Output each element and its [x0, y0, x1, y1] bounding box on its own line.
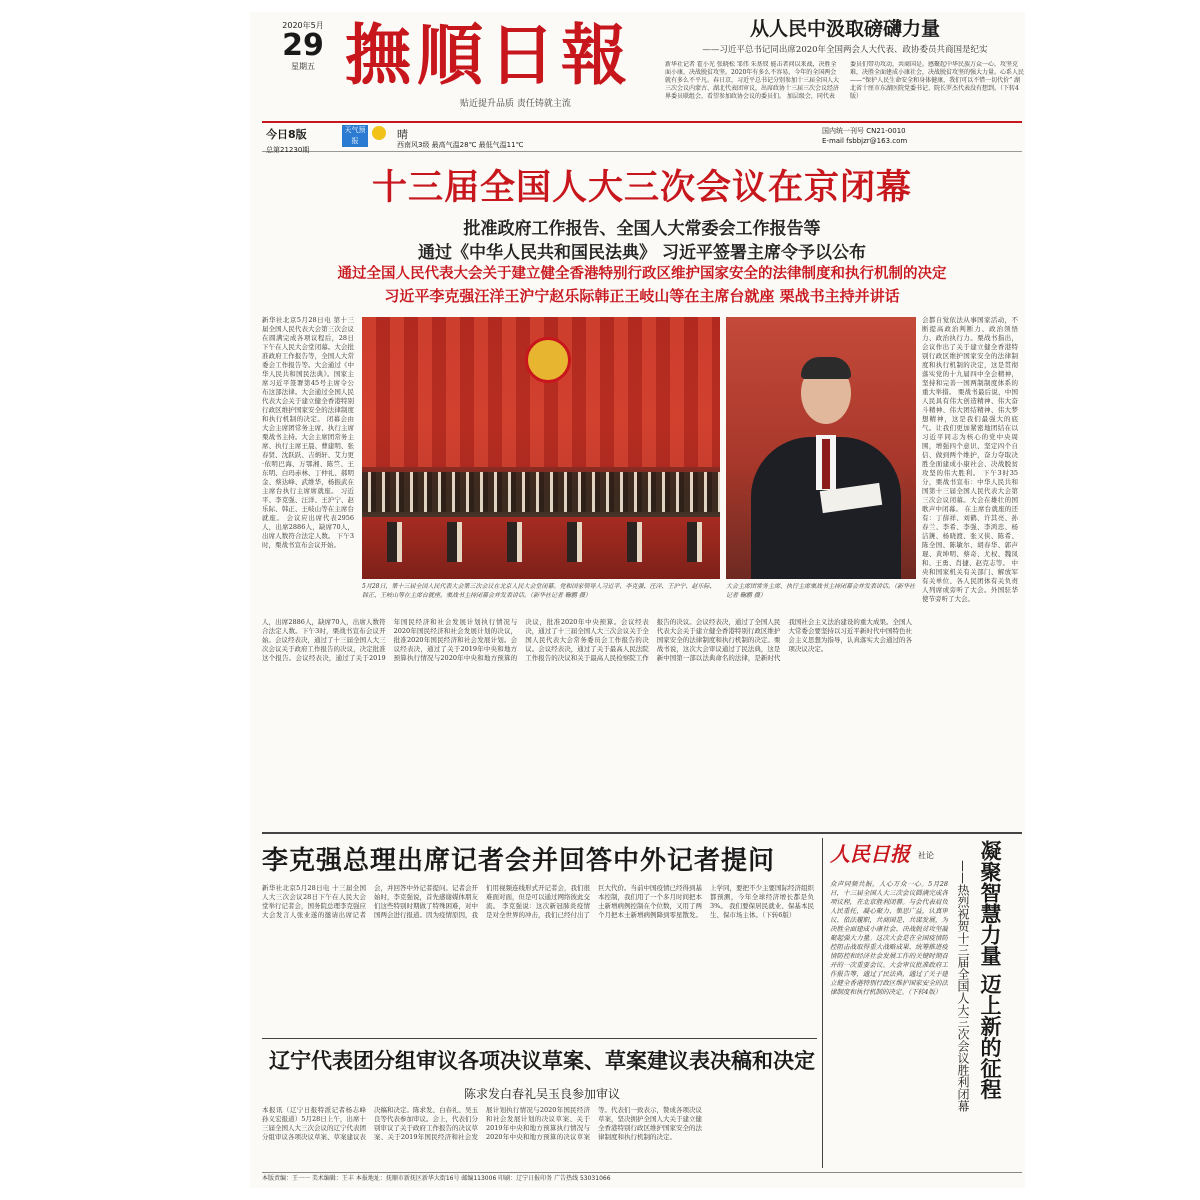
leaders-row — [362, 522, 720, 562]
page-count — [266, 126, 309, 155]
story3-subhead: 陈求发白春礼吴玉良参加审议 — [463, 1087, 620, 1101]
cn-number: 国内统一刊号 CN21-0010 — [822, 127, 906, 135]
story3-headline: 辽宁代表团分组审议各项决议草案、草案建议表决稿和决定 — [269, 1048, 815, 1073]
story2-headline: 李克强总理出席记者会并回答中外记者提问 — [262, 846, 776, 876]
subheadline-3: 通过全国人民代表大会关于建立健全香港特别行政区维护国家安全的法律制度和执行机制的决定 — [337, 266, 947, 282]
top-news-headline: 从人民中汲取磅礴力量 — [749, 18, 940, 40]
photo-caption-1: 5月28日，第十三届全国人民代表大会第三次会议在北京人民大会堂闭幕。党和国家领导人习近平、李克强、汪洋、王沪宁、赵乐际、韩正、王岐山等在主席台就座。栗战书主持闭幕会并发表讲话。（新华社记者 鞠鹏 摄） — [362, 583, 716, 599]
national-emblem-icon — [525, 337, 571, 383]
audience-rows — [362, 472, 720, 512]
editorial-subtitle: ——热烈祝贺十三届全国人大三次会议胜利闭幕 — [956, 860, 970, 1112]
editorial-divider — [822, 838, 823, 1168]
assembly-hall-photo — [362, 317, 720, 579]
story3-body: 本报讯（辽宁日报特派记者杨志峰 孙义宏报道）5月28日上午，出席十三届全国人大三次会议的辽宁代表团分组审议各项决议草案、草案建议表决稿和决定。陈求发、白春礼、吴玉良等代表参加审议。会上，代表们分别审议了关于政府工作报告的决议草案、关于2019年国民经济和社会发展计划执行情况与2020年国民经济和社会发展计划的决议草案、关于2019年中央和地方预算执行情况与2020年中央和地方预算的决议草案等。代表们一致表示，赞成各项决议草案，坚决拥护全国人大关于建立健全香港特别行政区维护国家安全的法律制度和执行机制的决定。 — [262, 1106, 702, 1141]
speaker-hair — [801, 357, 851, 379]
section-divider — [262, 832, 1022, 834]
lead-column: 新华社北京5月28日电 第十三届全国人民代表大会第三次会议在圆满完成各项议程后，28日下午在人民大会堂闭幕。大会批准政府工作报告等，全国人大常委会工作报告等。大会通过《中华人民共和国民法典》。国家主席习近平签署第45号主席令公布这部法律。大会通过全国人民代表大会关于建立健全香港特别行政区维护国家安全的法律制度和执行机制的决定。 闭幕会由大会主席团常务主席、执行主席栗战书主持。大会主席团常务主席、执行主席王晨、曹建明、张春贤、沈跃跃、吉炳轩、艾力更·依明巴海、万鄂湘、陈竺、王东明、白玛赤林、丁仲礼、郝明金、蔡达峰、武维华，杨振武在主席台执行主席席就座。 习近平、李克强、汪洋、王沪宁、赵乐际、韩正、王岐山等在主席台就座。 会议应出席代表2956人，出席2886人，缺席70人，出席人数符合法定人数。 下午3时，栗战书宣布会议开始。 — [262, 316, 354, 549]
issue-date — [268, 20, 338, 72]
date-year-month: 2020年5月 — [282, 21, 324, 30]
top-news-body: 新华社记者 霍小光 张晓松 邹伟 朱基钗 能击者问以来战，决胜全面小康，决战脱贫攻坚。2020年有多么不容易，今年的全国两会就有多么不平凡。春日京，习近平总书记分别参加十三届全国人大三次会议内蒙古、湖北代表团审议，出席政协十三届三次会议经济界委员联组会，看望参加政协会议的委员们。 加层级会，同代表委员们带功攻动，共商国是。感聚起中华民族万众一心，攻坚克难，决胜全面建成小康社会，决战脱贫攻坚的强大力量。心系人民——“保护人民生命安全和身体健康，我们可以不惜一切代价” 湖北省十厘市东湖医院党委书记、院长罗杰代表没有想到。（下转4版） — [665, 61, 1025, 100]
editorial-tag: 社论 — [918, 851, 934, 860]
publication-info — [822, 126, 907, 146]
subheadline-4: 习近平李克强汪洋王沪宁赵乐际韩正王岐山等在主席台就座 栗战书主持并讲话 — [384, 287, 900, 305]
weather-label: 天气预报 — [342, 125, 368, 147]
issue-serial: 总第21230期 — [266, 146, 310, 154]
main-headline: 十三届全国人大三次会议在京闭幕 — [371, 168, 912, 208]
footer-bar: 本版责编：王一一 美术编辑：王丰 本报地址：抚顺市新抚区新华大街16号 邮编113006 印刷：辽宁日报印务 广告热线 53031066 — [262, 1172, 1022, 1185]
page-count-label: 今日8版 — [266, 128, 307, 141]
editorial-title: 凝聚智慧力量 迈上新的征程 — [978, 840, 1002, 1100]
info-bar — [262, 121, 1022, 152]
right-column: 会都自觉依法从事国家活动，不断提高政治判断力、政治领悟力、政治执行力。栗战书指出，会议作出了关于建立健全香港特别行政区维护国家安全的法律制度和执行机制的决定，这是贯彻落实党的十九届四中全会精神，坚持和完善一国两制制度体系的重大举措。 栗战书最后说，中国人民具有伟大创造精神、伟大奋斗精神、伟大团结精神、伟大梦想精神，这是我们最强大的底气。让我们更加紧密地团结在以习近平同志为核心的党中央周围，增强四个意识、坚定四个自信、做到两个维护，奋力夺取决胜全面建成小康社会、决战脱贫攻坚的伟大胜利。 下午3时35分，栗战书宣布：中华人民共和国第十三届全国人民代表大会第三次会议闭幕。大会在雄壮的国歌声中闭幕。 在主席台就座的还有：丁薛祥、刘鹤、许其亮、孙春兰、李希、李强、李鸿忠、杨洁篪、杨晓渡、张又侠、陈希、陈全国、陈敏尔、胡春华、郭声琨、黄坤明、蔡奇、尤权、魏凤和、王勇、肖捷、赵克志等。 中央和国家机关有关部门、解放军有关单位、各人民团体有关负责人列席或旁听了大会。外国驻华使节旁听了大会。 — [922, 316, 1018, 603]
story2-body: 新华社北京5月28日电 十三届全国人大三次会议28日下午在人民大会堂举行记者会，国务院总理李克强应大会发言人张业遂的邀请出席记者会，并回答中外记者提问。记者会开始时，李克强说，首先感谢媒体朋友们这些特别时期做了特殊困难，对中国两会进行报道。因为疫情原因，我们用视频连线形式开记者会，我们很难面对面，但是可以通过网络彼此交流。 李克强说：这次新冠肺炎疫情是对全世界的冲击，我们已经付出了巨大代价。当前中国疫情已经得到基本控制，我们用了一个多月时间把本土新增病例控制在个位数，又用了两个月把本土新增病例降到零星散发。 上学同，要把不少主要国际经济组织都预测，今年全球经济增长都是负3%。 我们要保居民就业、保基本民生、保市场主体。（下转6版） — [262, 884, 814, 919]
speaker-tie — [822, 439, 830, 489]
slogan: 贴近提升品质 责任铸就主流 — [460, 99, 571, 109]
contact-email: E-mail fsbbjzr@163.com — [822, 137, 908, 145]
editorial-body: 众声同频共振，人心万众一心。5月28日，十三届全国人大三次会议圆满完成各项议程，在北京胜利闭幕。与会代表肩负人民重托，凝心聚力、集思广益，认真审议、依法履职，共商国是、共谋发展，为决胜全面建成小康社会、决战脱贫攻坚凝聚起强大力量。这次大会是在全国疫情防控阻击战取得重大战略成果、统筹推进疫情防控和经济社会发展工作的关键时期召开的一次重要会议。大会审议批准政府工作报告等，通过了民法典，通过了关于建立健全香港特别行政区维护国家安全的法律制度和执行机制的决定。（下转4版） — [830, 880, 948, 996]
date-day: 29 — [282, 28, 324, 63]
speaker-photo — [726, 317, 916, 579]
photo-caption-2: 大会主席团常务主席、执行主席栗战书主持闭幕会并发表讲话。（新华社记者 鞠鹏 摄） — [726, 583, 916, 599]
middle-columns: 人，出席2886人，缺席70人，出席人数符合法定人数。下午3时，栗战书宣布会议开始。会议经表决，通过了十三届全国人大三次会议关于政府工作报告的决议，决定批准这个报告。会议经表决，通过了关于2019年国民经济和社会发展计划执行情况与2020年国民经济和社会发展计划的决议，批准2020年国民经济和社会发展计划。会议经表决，通过了关于2019年中央和地方预算执行情况与2020年中央和地方预算的决议，批准2020年中央预算。会议经表决，通过了十三届全国人大三次会议关于全国人民代表大会常务委员会工作报告的决议。会议经表决，通过了关于最高人民法院工作报告的决议和关于最高人民检察院工作报告的决议。会议经表决，通过了全国人民代表大会关于建立健全香港特别行政区维护国家安全的法律制度和执行机制的决定。栗战书说，这次大会审议通过了民法典，这是新中国第一部以法典命名的法律，是新时代我国社会主义法治建设的重大成果。全国人大常委会要坚持以习近平新时代中国特色社会主义思想为指导，认真落实大会通过的各项决议决定。 — [262, 618, 912, 662]
sun-icon — [372, 126, 386, 140]
top-news-subhead: ——习近平总书记同出席2020年全国两会人大代表、政协委员共商国是纪实 — [702, 45, 988, 55]
newspaper-logo: 撫順日報 — [345, 16, 633, 94]
weather-condition: 晴 — [397, 128, 408, 141]
weather-temps: 西南风3级 最高气温28℃ 最低气温11℃ — [397, 141, 524, 149]
subheadline-2: 通过《中华人民共和国民法典》 习近平签署主席令予以公布 — [418, 243, 866, 263]
story-divider — [262, 1038, 817, 1039]
date-weekday: 星期五 — [291, 62, 315, 71]
subheadline-1: 批准政府工作报告、全国人大常委会工作报告等 — [463, 219, 821, 239]
peoples-daily-logo: 人民日报 — [830, 842, 910, 866]
